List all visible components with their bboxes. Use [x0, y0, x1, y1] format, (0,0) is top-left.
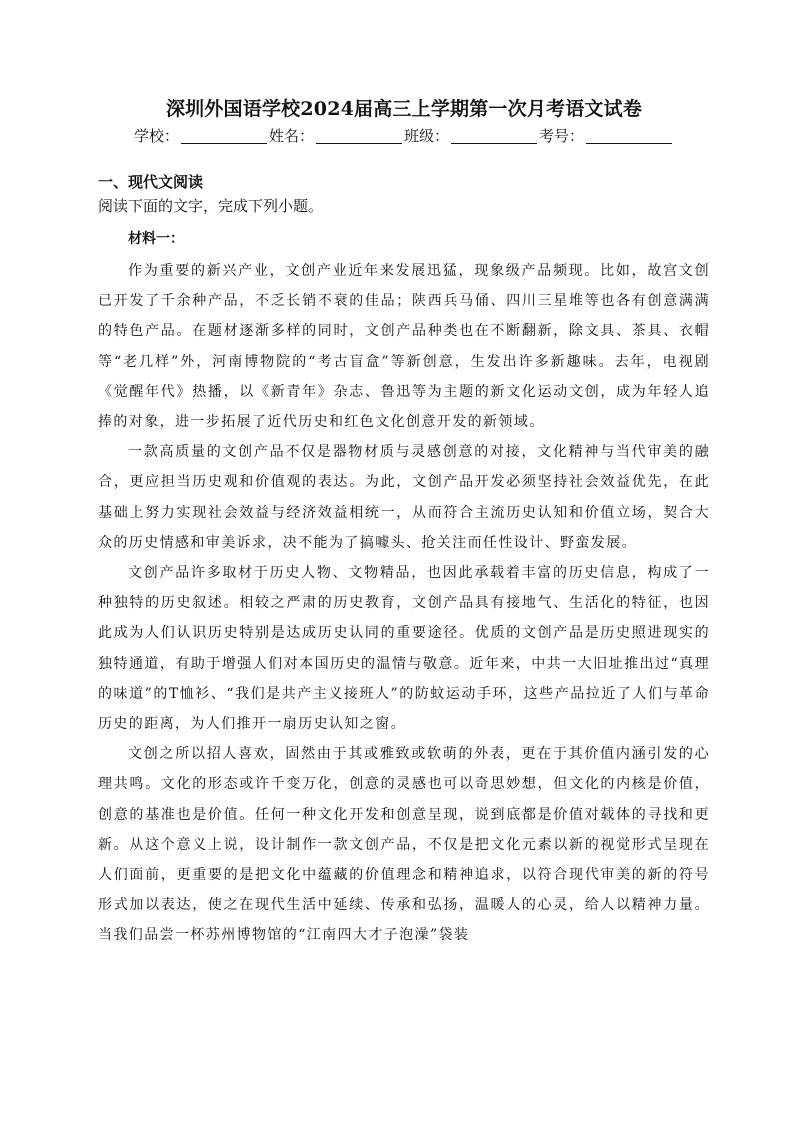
material-title: 材料一：: [128, 231, 184, 247]
exam-title: 深圳外国语学校2024届高三上学期第一次月考语文试卷: [165, 98, 643, 120]
name-blank[interactable]: [316, 127, 402, 144]
reading-instruction: 阅读下面的文字，完成下列小题。: [98, 197, 324, 215]
class-blank[interactable]: [451, 127, 537, 144]
exam-number-label: 考号：: [539, 127, 585, 145]
school-label: 学校：: [133, 127, 179, 145]
section-title: 一、现代文阅读: [98, 173, 204, 191]
student-info-line: [98, 122, 710, 150]
class-label: 班级：: [404, 127, 450, 145]
passage-paragraph-2: 一款高质量的文创产品不仅是器物材质与灵感创意的对接，文化精神与当代审美的融合，更应担当历史观和价值观的表达。为此，文创产品开发必须坚持社会效益优先，在此基础上努力实现社会效益与经济效益相统一，从而符合主流历史认知和价值立场，契合大众的历史情感和审美诉求，决不能为了搞噱头、抢关注而任性设计、野蛮发展。: [98, 444, 710, 551]
name-label: 姓名：: [268, 127, 314, 145]
passage-paragraph-1: 作为重要的新兴产业，文创产业近年来发展迅猛，现象级产品频现。比如，故宫文创已开发了千余种产品，不乏长销不衰的佳品；陕西兵马俑、四川三星堆等也各有创意满满的特色产品。在题材逐渐多样的同时，文创产品种类也在不断翻新，除文具、茶具、衣帽等“老几样”外，河南博物院的“考古盲盒”等新创意，生发出许多新趣味。去年，电视剧《觉醒年代》热播，以《新青年》杂志、鲁迅等为主题的新文化运动文创，成为年轻人追捧的对象，进一步拓展了近代历史和红色文化创意开发的新领域。: [98, 263, 710, 431]
passage-paragraph-4: 文创之所以招人喜欢，固然由于其或雅致或软萌的外表，更在于其价值内涵引发的心理共鸣。文化的形态或许千变万化，创意的灵感也可以奇思妙想，但文化的内核是价值，创意的基准也是价值。任何一种文化开发和创意呈现，说到底都是价值对载体的寻找和更新。从这个意义上说，设计制作一款文创产品，不仅是把文化元素以新的视觉形式呈现在人们面前，更重要的是把文化中蕴藏的价值理念和精神追求，以符合现代审美的新的符号形式加以表达，使之在现代生活中延续、传承和弘扬，温暖人的心灵，给人以精神力量。当我们品尝一杯苏州博物馆的“江南四大才子泡澡”袋装: [98, 746, 710, 944]
school-blank[interactable]: [181, 127, 267, 144]
passage-paragraph-3: 文创产品许多取材于历史人物、文物精品，也因此承载着丰富的历史信息，构成了一种独特的历史叙述。相较之严肃的历史教育，文创产品具有接地气、生活化的特征，也因此成为人们认识历史特别是达成历史认同的重要途径。优质的文创产品是历史照进现实的独特通道，有助于增强人们对本国历史的温情与敬意。近年来，中共一大旧址推出过“真理的味道”的T恤衫、“我们是共产主义接班人”的防蚊运动手环，这些产品拉近了人们与革命历史的距离，为人们推开一扇历史认知之窗。: [98, 565, 710, 733]
exam-number-blank[interactable]: [586, 127, 672, 144]
